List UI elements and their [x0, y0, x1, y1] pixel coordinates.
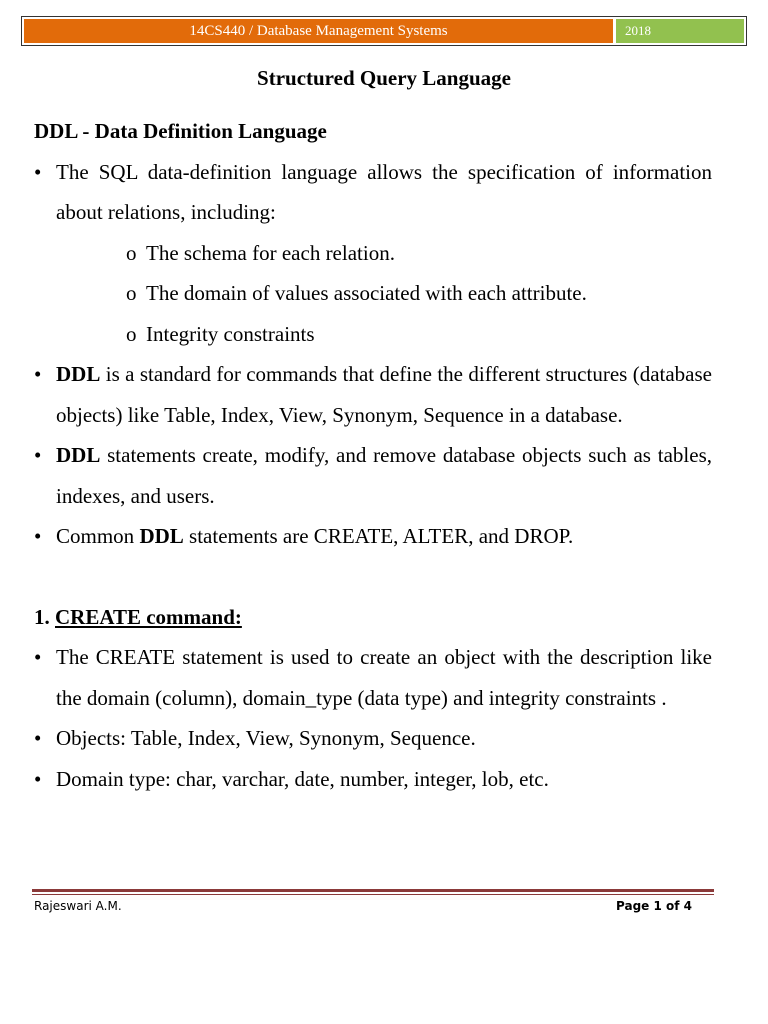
footer-rule-thin	[32, 894, 714, 895]
create-bullet-1: • The CREATE statement is used to create an object with the description like the domain (column), domain_type (data type) and integrity constraints .	[34, 637, 712, 718]
ddl-bold-term: DDL	[139, 524, 184, 548]
page-header	[21, 16, 747, 46]
ddl-bullet-4-pre: Common	[56, 524, 140, 548]
ddl-bullet-4	[34, 516, 712, 557]
footer-rule-thick	[32, 889, 714, 892]
ddl-bullet-1	[34, 152, 712, 355]
ddl-bullet-4-text: statements are CREATE, ALTER, and DROP.	[183, 524, 574, 548]
footer-author: Rajeswari A.M.	[34, 899, 122, 913]
footer-page-number: Page 1 of 4	[616, 899, 692, 913]
ddl-bullet-3-text: statements create, modify, and remove database objects such as tables, indexes, and users.	[56, 443, 712, 508]
sub-item-domain: o The domain of values associated with each attribute.	[126, 273, 712, 314]
ddl-sub-list	[56, 233, 712, 355]
document-title: Structured Query Language	[257, 66, 511, 90]
header-course-title: 14CS440 / Database Management Systems	[24, 19, 613, 43]
ddl-bullet-1-text: The SQL data-definition language allows the specification of information about relations, including:	[56, 159, 712, 224]
ddl-bullet-list	[34, 152, 712, 557]
ddl-bullet-2-text: is a standard for commands that define the different structures (database objects) like Table, Index, View, Synonym, Sequence in a database.	[56, 362, 712, 427]
create-bullet-2: • Objects: Table, Index, View, Synonym, Sequence.	[34, 718, 712, 759]
ddl-bullet-2	[34, 354, 712, 435]
page-footer	[34, 899, 692, 913]
ddl-bullet-3	[34, 435, 712, 516]
create-heading-number: 1.	[34, 604, 55, 629]
document-body	[34, 111, 712, 799]
header-year: 2018	[616, 19, 744, 43]
create-heading-text: CREATE command:	[55, 604, 242, 629]
create-bullet-list	[34, 637, 712, 799]
create-heading	[34, 597, 712, 638]
ddl-heading: DDL - Data Definition Language	[34, 119, 327, 143]
section-spacer	[34, 557, 712, 597]
create-bullet-3: • Domain type: char, varchar, date, number, integer, lob, etc.	[34, 759, 712, 800]
ddl-bold-term: DDL	[56, 362, 101, 386]
ddl-bold-term: DDL	[56, 443, 101, 467]
sub-item-schema: o The schema for each relation.	[126, 233, 712, 274]
sub-item-integrity: o Integrity constraints	[126, 314, 712, 355]
